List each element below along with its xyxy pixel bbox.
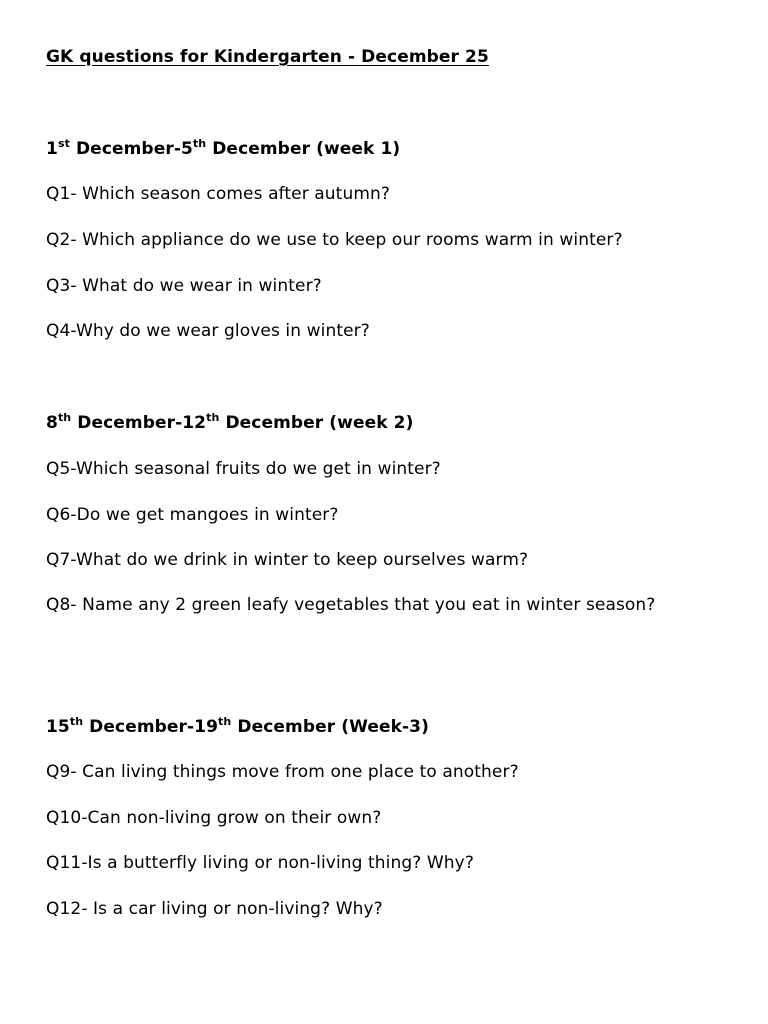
week-1-end-rest: December (week 1) — [206, 139, 401, 159]
question-2: Q2- Which appliance do we use to keep our rooms warm in winter? — [46, 230, 623, 250]
question-9: Q9- Can living things move from one place to another? — [46, 762, 519, 782]
week-3-end-suffix: th — [218, 715, 232, 728]
week-2-heading — [46, 413, 413, 433]
week-2-start-rest: December-12 — [71, 413, 207, 433]
week-1-start-rest: December-5 — [69, 139, 193, 159]
week-2-start-day: 8 — [46, 413, 58, 433]
week-3-start-day: 15 — [46, 717, 70, 737]
week-3-start-suffix: th — [69, 715, 84, 728]
week-1-start-day: 1 — [46, 139, 58, 159]
question-1: Q1- Which season comes after autumn? — [46, 184, 390, 204]
question-3: Q3- What do we wear in winter? — [46, 276, 322, 296]
document-title: GK questions for Kindergarten - December 25 — [46, 47, 489, 67]
question-12: Q12- Is a car living or non-living? Why? — [46, 899, 383, 919]
week-1-end-suffix: th — [192, 137, 207, 150]
week-2-start-suffix: th — [57, 411, 72, 424]
question-8: Q8- Name any 2 green leafy vegetables that you eat in winter season? — [46, 595, 656, 615]
week-3-start-rest: December-19 — [83, 717, 219, 737]
week-1-start-suffix: st — [57, 137, 70, 150]
question-10: Q10-Can non-living grow on their own? — [46, 808, 382, 828]
question-7: Q7-What do we drink in winter to keep ourselves warm? — [46, 550, 529, 570]
question-4: Q4-Why do we wear gloves in winter? — [46, 321, 370, 341]
question-6: Q6-Do we get mangoes in winter? — [46, 505, 339, 525]
week-3-heading — [46, 717, 429, 737]
week-3-end-rest: December (Week-3) — [231, 717, 429, 737]
week-1-heading — [46, 139, 400, 159]
week-2-end-rest: December (week 2) — [219, 413, 414, 433]
question-11: Q11-Is a butterfly living or non-living thing? Why? — [46, 853, 474, 873]
question-5: Q5-Which seasonal fruits do we get in winter? — [46, 459, 441, 479]
week-2-end-suffix: th — [206, 411, 220, 424]
